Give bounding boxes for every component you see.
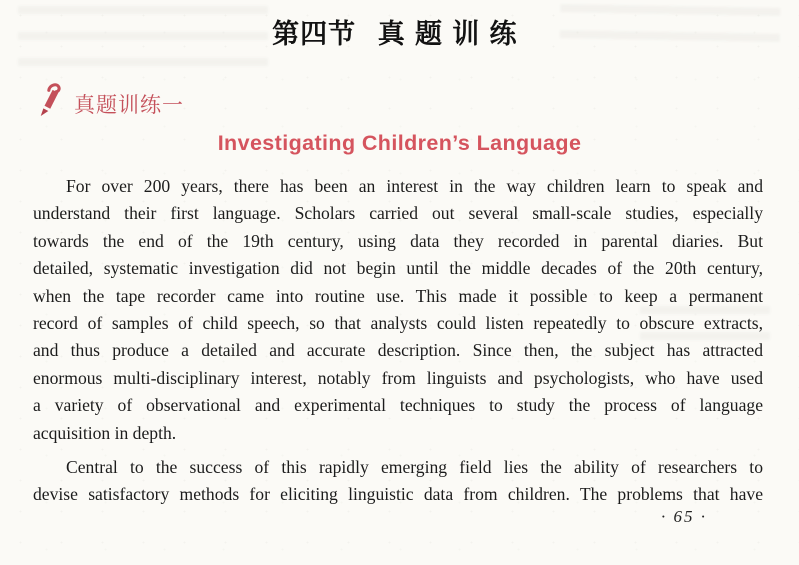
page-number: · 65 · (661, 507, 707, 526)
section-header (0, 12, 799, 51)
text-line: acquisition in depth. (33, 422, 177, 443)
paragraph (33, 173, 763, 447)
article-body (33, 173, 763, 509)
text-line: For over 200 years, there has been an interest in the way children learn to speak and (66, 176, 763, 196)
text-line: devise satisfactory methods for eliciting linguistic data from children. The problems that have (33, 484, 763, 505)
paragraph (33, 454, 763, 509)
text-line: enormous multi-disciplinary interest, notably from linguists and psychologists, who have used (33, 367, 763, 388)
text-line: record of samples of child speech, so that analysts could listen repeatedly to obscure extracts, (33, 313, 763, 334)
text-line: understand their first language. Scholars carried out several small-scale studies, especially (33, 203, 763, 224)
exercise-tag: 真题训练一 (74, 94, 184, 117)
text-line: detailed, systematic investigation did not begin until the middle decades of the 20th century, (33, 258, 763, 279)
text-line: towards the end of the 19th century, using data they recorded in parental diaries. But (33, 230, 763, 251)
section-title: 真题训练 (377, 19, 527, 49)
text-line: Central to the success of this rapidly emerging field lies the ability of researchers to (66, 457, 763, 478)
article-title: Investigating Children’s Language (217, 131, 582, 155)
text-line: a variety of observational and experimental techniques to study the process of language (33, 395, 763, 416)
text-line: when the tape recorder came into routine use. This made it possible to keep a permanent (33, 285, 763, 306)
pencil-icon (34, 82, 66, 120)
text-line: and thus produce a detailed and accurate description. Since then, the subject has attracted (33, 340, 763, 361)
section-number: 第四节 (272, 19, 357, 49)
exercise-header (34, 82, 184, 120)
